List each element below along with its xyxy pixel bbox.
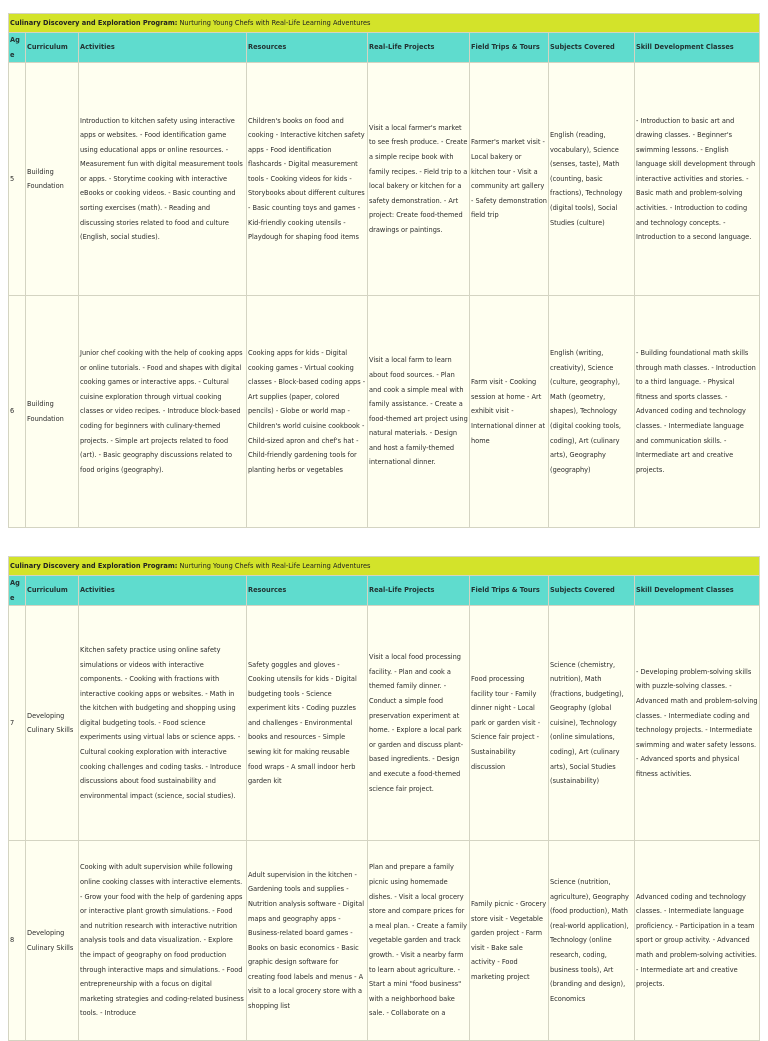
cell-activities: Kitchen safety practice using online safety simulations or videos with interactive components. - Cooking with fractions with interactive cooking apps or websites. - Math in the kitchen with budgeting and shopping using digital budgeting tools. - Food science experiments using virtual labs or science apps. - Cultural cooking exploration with interactive cooking challenges and coding tasks. - Introduce discussions about food sustainability and environmental impact (science, social studies).	[79, 606, 247, 841]
header-skills: Skill Development Classes	[635, 576, 760, 606]
cell-age: 8	[9, 841, 26, 1041]
header-resources: Resources	[247, 33, 368, 63]
cell-activities: Junior chef cooking with the help of cooking apps or online tutorials. - Food and shapes with digital cooking games or interactive apps. - Cultural cuisine exploration through virtual cooking classes or video recipes. - Introduce block-based coding for beginners with culinary-themed projects. - Simple art projects related to food (art). - Basic geography discussions related to food origins (geography).	[79, 296, 247, 528]
header-trips: Field Trips & Tours	[470, 33, 549, 63]
header-age: Age	[9, 576, 26, 606]
cell-resources: Cooking apps for kids - Digital cooking games - Virtual cooking classes - Block-based coding apps - Art supplies (paper, colored pencils) - Globe or world map - Children's world cuisine cookbook - Child-sized apron and chef's hat - Child-friendly gardening tools for planting herbs or vegetables	[247, 296, 368, 528]
cell-trips: Farm visit - Cooking session at home - Art exhibit visit - International dinner at home	[470, 296, 549, 528]
cell-curriculum: Developing Culinary Skills	[26, 606, 79, 841]
cell-resources: Children's books on food and cooking - Interactive kitchen safety apps - Food identification flashcards - Digital measurement tools - Cooking videos for kids - Storybooks about different cultures - Basic counting toys and games - Kid-friendly cooking utensils - Playdough for shaping food items	[247, 63, 368, 296]
cell-curriculum: Building Foundation	[26, 296, 79, 528]
cell-trips: Family picnic - Grocery store visit - Vegetable garden project - Farm visit - Bake sale activity - Food marketing project	[470, 841, 549, 1041]
cell-curriculum: Building Foundation	[26, 63, 79, 296]
cell-activities: Cooking with adult supervision while following online cooking classes with interactive elements. - Grow your food with the help of gardening apps or interactive plant growth simulations. - Food and nutrition research with interactive nutrition analysis tools and data visualization. - Explore the impact of geography on food production through interactive maps and simulations. - Food entrepreneurship with a focus on digital marketing strategies and coding-related business tools. - Introduce	[79, 841, 247, 1041]
cell-subjects: English (writing, creativity), Science (culture, geography), Math (geometry, shapes), Technology (digital cooking tools, coding), Art (culinary arts), Geography (geography)	[549, 296, 635, 528]
curriculum-table	[8, 13, 760, 528]
cell-skills: Advanced coding and technology classes. - Intermediate language proficiency. - Participation in a team sport or group activity. - Advanced math and problem-solving activities. - Intermediate art and creative projects.	[635, 841, 760, 1041]
header-activities: Activities	[79, 33, 247, 63]
table-title-bold: Culinary Discovery and Exploration Program:	[10, 561, 178, 570]
cell-subjects: Science (nutrition, agriculture), Geography (food production), Math (real-world application), Technology (online research, coding, business tools), Art (branding and design), Economics	[549, 841, 635, 1041]
header-trips: Field Trips & Tours	[470, 576, 549, 606]
cell-age: 7	[9, 606, 26, 841]
cell-age: 6	[9, 296, 26, 528]
cell-curriculum: Developing Culinary Skills	[26, 841, 79, 1041]
curriculum-table	[8, 556, 760, 1041]
header-subjects: Subjects Covered	[549, 576, 635, 606]
header-activities: Activities	[79, 576, 247, 606]
cell-projects: Visit a local farm to learn about food sources. - Plan and cook a simple meal with family assistance. - Create a food-themed art project using natural materials. - Design and host a family-themed international dinner.	[368, 296, 470, 528]
cell-age: 5	[9, 63, 26, 296]
cell-resources: Safety goggles and gloves - Cooking utensils for kids - Digital budgeting tools - Science experiment kits - Coding puzzles and challenges - Environmental books and resources - Simple sewing kit for making reusable food wraps - A small indoor herb garden kit	[247, 606, 368, 841]
table-title-rest: Nurturing Young Chefs with Real-Life Learning Adventures	[177, 18, 371, 27]
header-subjects: Subjects Covered	[549, 33, 635, 63]
cell-skills: - Developing problem-solving skills with puzzle-solving classes. - Advanced math and problem-solving classes. - Intermediate coding and technology projects. - Intermediate swimming and water safety lessons. - Advanced sports and physical fitness activities.	[635, 606, 760, 841]
cell-subjects: Science (chemistry, nutrition), Math (fractions, budgeting), Geography (global cuisine), Technology (online simulations, coding), Art (culinary arts), Social Studies (sustainability)	[549, 606, 635, 841]
header-curriculum: Curriculum	[26, 576, 79, 606]
table-title	[9, 557, 760, 576]
header-projects: Real-Life Projects	[368, 33, 470, 63]
cell-trips: Food processing facility tour - Family dinner night - Local park or garden visit - Science fair project - Sustainability discussion	[470, 606, 549, 841]
cell-projects: Plan and prepare a family picnic using homemade dishes. - Visit a local grocery store and compare prices for a meal plan. - Create a family vegetable garden and track growth. - Visit a nearby farm to learn about agriculture. - Start a mini "food business" with a neighborhood bake sale. - Collaborate on a	[368, 841, 470, 1041]
program-table-1	[8, 13, 759, 528]
cell-projects: Visit a local food processing facility. - Plan and cook a themed family dinner. - Conduct a simple food preservation experiment at home. - Explore a local park or garden and discuss plant-based ingredients. - Design and execute a food-themed science fair project.	[368, 606, 470, 841]
table-title-bold: Culinary Discovery and Exploration Program:	[10, 18, 178, 27]
table-row	[9, 296, 760, 528]
cell-skills: - Introduction to basic art and drawing classes. - Beginner's swimming lessons. - English language skill development through interactive activities and stories. - Basic math and problem-solving activities. - Introduction to coding and technology concepts. - Introduction to a second language.	[635, 63, 760, 296]
table-title	[9, 14, 760, 33]
header-age: Age	[9, 33, 26, 63]
program-table-2	[8, 556, 759, 1041]
cell-resources: Adult supervision in the kitchen - Gardening tools and supplies - Nutrition analysis software - Digital maps and geography apps - Business-related board games - Books on basic economics - Basic graphic design software for creating food labels and menus - A visit to a local grocery store with a shopping list	[247, 841, 368, 1041]
table-row	[9, 841, 760, 1041]
cell-skills: - Building foundational math skills through math classes. - Introduction to a third language. - Physical fitness and sports classes. - Advanced coding and technology classes. - Intermediate language and communication skills. - Intermediate art and creative projects.	[635, 296, 760, 528]
header-projects: Real-Life Projects	[368, 576, 470, 606]
table-row	[9, 606, 760, 841]
header-curriculum: Curriculum	[26, 33, 79, 63]
cell-activities: Introduction to kitchen safety using interactive apps or websites. - Food identification game using educational apps or online resources. - Measurement fun with digital measurement tools or apps. - Storytime cooking with interactive eBooks or cooking videos. - Basic counting and sorting exercises (math). - Reading and discussing stories related to food and culture (English, social studies).	[79, 63, 247, 296]
header-resources: Resources	[247, 576, 368, 606]
cell-projects: Visit a local farmer's market to see fresh produce. - Create a simple recipe book with family recipes. - Field trip to a local bakery or kitchen for a safety demonstration. - Art project: Create food-themed drawings or paintings.	[368, 63, 470, 296]
table-row	[9, 63, 760, 296]
table-title-rest: Nurturing Young Chefs with Real-Life Learning Adventures	[177, 561, 371, 570]
cell-subjects: English (reading, vocabulary), Science (senses, taste), Math (counting, basic fractions), Technology (digital tools), Social Studies (culture)	[549, 63, 635, 296]
header-skills: Skill Development Classes	[635, 33, 760, 63]
cell-trips: Farmer's market visit - Local bakery or kitchen tour - Visit a community art gallery - Safety demonstration field trip	[470, 63, 549, 296]
